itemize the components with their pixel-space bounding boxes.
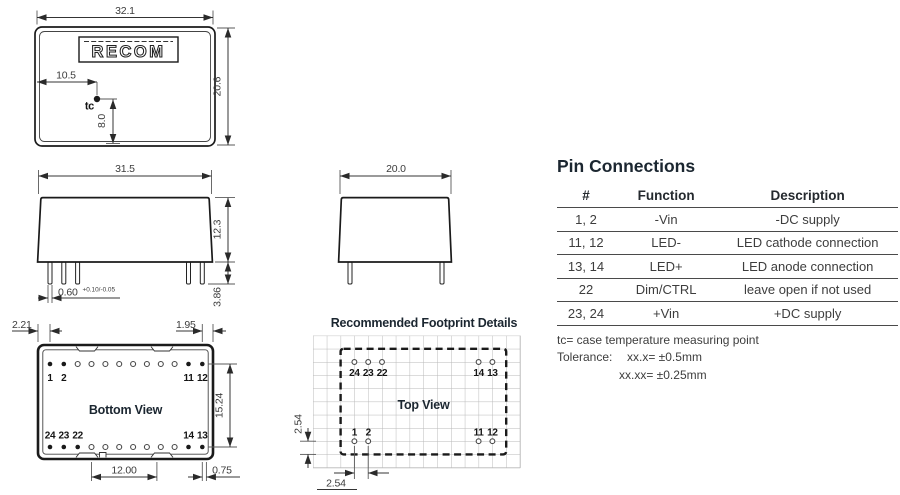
pin-marker	[103, 445, 108, 450]
table-row	[557, 278, 898, 302]
tc-x-dim: 10.5	[56, 69, 76, 82]
pin-marker	[75, 362, 80, 367]
pin-number: 11	[473, 427, 484, 439]
pin-marker	[172, 445, 177, 450]
tc-point	[94, 96, 100, 102]
pin-pad	[380, 360, 385, 365]
pin-function: Dim/CTRL	[615, 278, 717, 302]
pin-number: 22	[376, 368, 388, 379]
recom-logo	[79, 37, 178, 62]
notes-block	[557, 332, 898, 385]
pin-marker	[172, 362, 177, 367]
pin-marker	[200, 362, 205, 367]
bottom-view	[12, 319, 240, 481]
top-view	[35, 5, 235, 146]
vertical-pitch-dim: 2.54	[292, 414, 305, 434]
pin-description: -DC supply	[717, 208, 898, 232]
pin-connections-table	[557, 186, 898, 326]
footprint-view	[293, 316, 521, 490]
pin-numbers: 1, 2	[557, 208, 615, 232]
pin-marker	[89, 445, 94, 450]
pin-marker	[103, 362, 108, 367]
footprint-view-label: Top View	[397, 398, 450, 412]
left-edge-dim: 2.21	[12, 319, 32, 331]
pin-marker	[144, 445, 149, 450]
pin-number: 12	[487, 427, 498, 439]
pin-number: 13	[197, 430, 208, 442]
pin-description: LED cathode connection	[717, 231, 898, 255]
pin-function: LED+	[615, 255, 717, 279]
pin-marker	[89, 362, 94, 367]
front-view	[38, 163, 235, 307]
pin-width-dim: 0.60	[58, 286, 78, 299]
pin-number: 1	[351, 427, 358, 439]
pin-description: leave open if not used	[717, 278, 898, 302]
pin-lead	[200, 262, 204, 284]
pin-numbers: 13, 14	[557, 255, 615, 279]
col-header-number: #	[557, 186, 615, 208]
table-row	[557, 231, 898, 255]
edge-offset-dim: 0.75	[212, 464, 232, 477]
body-outline	[38, 198, 213, 262]
pin-connections-title: Pin Connections	[557, 156, 696, 176]
tolerance-label: Tolerance:	[557, 350, 613, 364]
footprint-title: Recommended Footprint Details	[330, 316, 518, 330]
tolerance-note	[557, 349, 898, 367]
pin-marker	[75, 445, 80, 450]
table-row	[557, 255, 898, 279]
pin-marker	[158, 362, 163, 367]
pin-marker	[144, 362, 149, 367]
pin-pad	[366, 439, 371, 444]
pin-width-tolerance: +0.10/-0.05	[82, 286, 116, 294]
pin-lead	[440, 262, 444, 284]
pin-number: 23	[58, 430, 70, 442]
bottom-view-label: Bottom View	[88, 403, 163, 417]
pin-pad	[490, 360, 495, 365]
pin-function: -Vin	[615, 208, 717, 232]
pin-lead	[62, 262, 66, 284]
case-width-dim: 32.1	[115, 5, 135, 17]
pin-marker	[117, 445, 122, 450]
pin-description: +DC supply	[717, 302, 898, 326]
tolerance-value-1: xx.x= ±0.5mm	[627, 350, 702, 364]
pin-number: 2	[61, 373, 67, 384]
pin-marker	[158, 445, 163, 450]
tolerance-note-2	[557, 367, 898, 385]
pin-number: 14	[183, 430, 194, 442]
right-edge-dim: 1.95	[176, 319, 196, 331]
pin-pad	[476, 439, 481, 444]
tc-label: tc	[84, 100, 94, 113]
pin-marker	[117, 362, 122, 367]
table-row	[557, 208, 898, 232]
end-view	[339, 163, 452, 284]
col-header-description: Description	[717, 186, 898, 208]
pin-marker	[186, 445, 191, 450]
pin-lead	[76, 262, 80, 284]
pin-lead	[48, 262, 52, 284]
pin-marker	[48, 445, 53, 450]
pin-number: 23	[362, 368, 374, 379]
pin-marker	[131, 445, 136, 450]
pin-lead	[187, 262, 191, 284]
pin-number: 1	[47, 373, 53, 384]
table-row	[557, 302, 898, 326]
horizontal-pitch-dim: 2.54	[326, 477, 346, 490]
logo-text: RECOM	[91, 43, 166, 61]
pin-description: LED anode connection	[717, 255, 898, 279]
pin-marker	[131, 362, 136, 367]
pin-numbers: 22	[557, 278, 615, 302]
pin-number: 24	[44, 430, 56, 442]
table-header-row	[557, 186, 898, 208]
pin-number: 22	[72, 430, 83, 442]
pin-lead	[348, 262, 352, 284]
pin-number: 2	[365, 427, 371, 439]
span-dim: 12.00	[111, 464, 137, 477]
pin-function: LED-	[615, 231, 717, 255]
case-height-dim: 20.6	[211, 76, 224, 97]
pin-number: 13	[487, 368, 498, 379]
pin-number: 24	[349, 368, 360, 379]
body-height-dim: 12.3	[211, 219, 224, 240]
pin-pad	[352, 360, 357, 365]
pin-length-dim: 3.86	[211, 287, 224, 307]
pin-number: 14	[473, 368, 484, 379]
row-pitch-dim: 15.24	[213, 392, 226, 419]
end-outline	[339, 198, 452, 262]
tc-note: tc= case temperature measuring point	[557, 332, 759, 347]
pin-numbers: 11, 12	[557, 231, 615, 255]
tc-y-dim: 8.0	[96, 114, 108, 128]
pin-numbers: 23, 24	[557, 302, 615, 326]
pin-marker	[62, 362, 67, 367]
pin-marker	[186, 362, 191, 367]
pin-pad	[490, 439, 495, 444]
pin-marker	[200, 445, 205, 450]
pin-connections-section	[557, 156, 898, 384]
pin-marker	[48, 362, 53, 367]
pin-pad	[366, 360, 371, 365]
pin-function: +Vin	[615, 302, 717, 326]
pin-pad	[476, 360, 481, 365]
body-width-dim: 31.5	[115, 163, 135, 175]
pin-number: 12	[197, 373, 208, 384]
col-header-function: Function	[615, 186, 717, 208]
pin-marker	[62, 445, 67, 450]
pin-number: 11	[183, 373, 194, 384]
pin-pad	[352, 439, 357, 444]
body-depth-dim: 20.0	[386, 163, 406, 175]
tolerance-value-2: xx.xx= ±0.25mm	[619, 367, 707, 382]
